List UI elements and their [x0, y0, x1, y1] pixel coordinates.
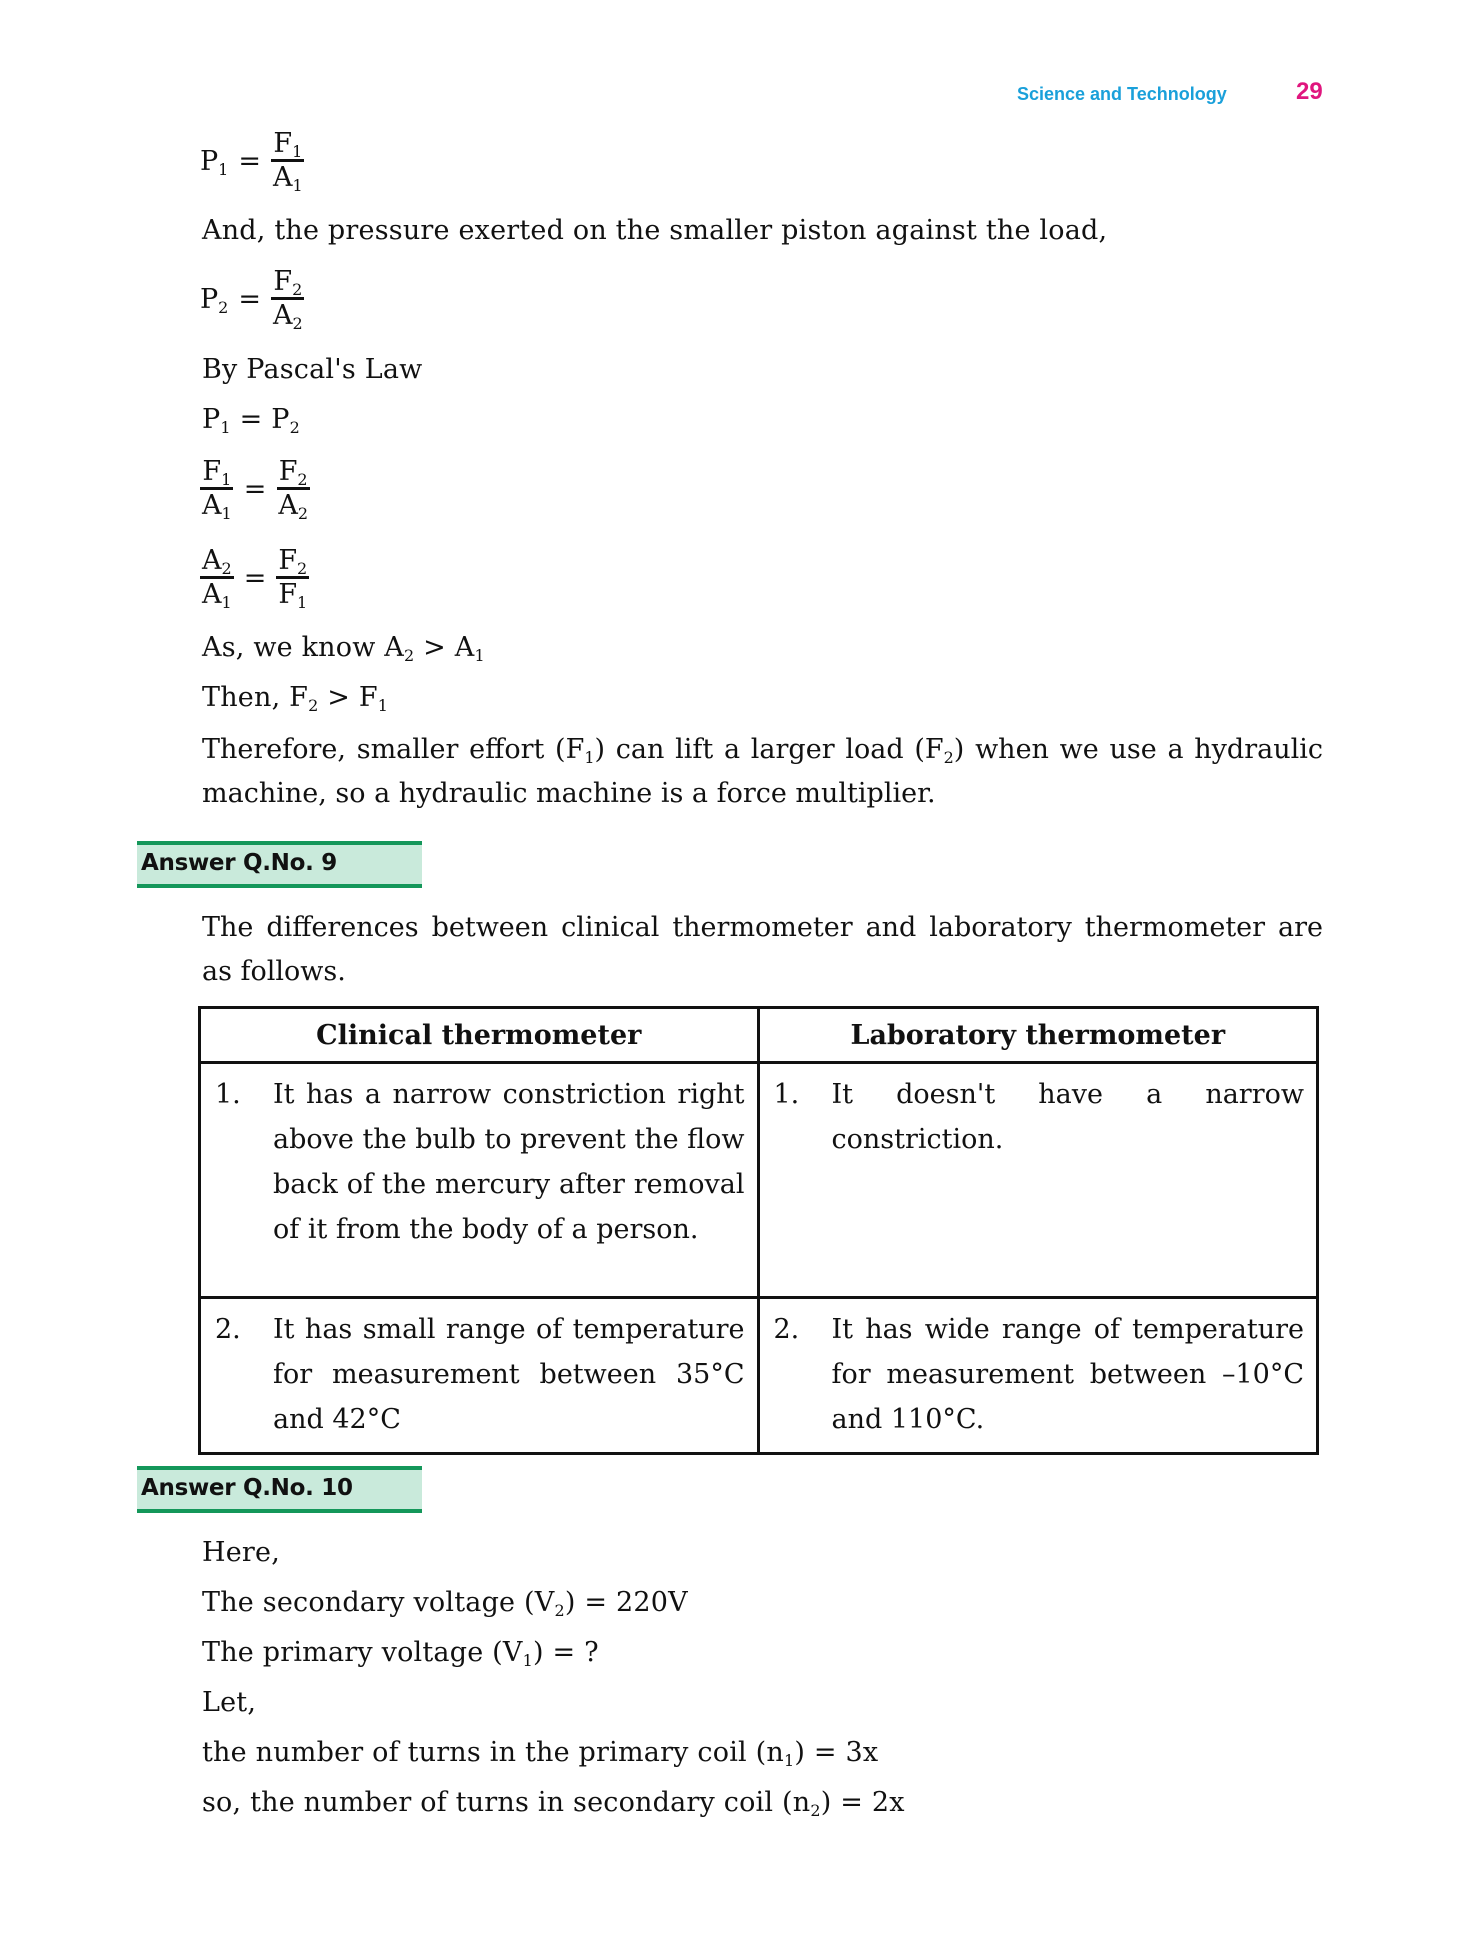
- fraction: $\frac{F_2}{A_2}$: [272, 266, 303, 333]
- text-then: Then, $F_2 > F_1$: [202, 682, 389, 715]
- table-cell-clinical: 2. It has small range of temperature for measurement between 35°C and 42°C: [200, 1298, 759, 1454]
- text-primary-voltage: The primary voltage $(V_1)$ = ?: [202, 1637, 599, 1670]
- answer9-intro: The differences between clinical thermometer and laboratory thermometer are as follows.: [202, 912, 1323, 987]
- fraction: $\frac{F_1}{A_1}$: [272, 128, 303, 195]
- text-here: Here,: [202, 1537, 280, 1568]
- table-cell-laboratory: 2. It has wide range of temperature for measurement between –10°C and 110°C.: [758, 1298, 1318, 1454]
- text-as-we-know: As, we know $A_2 > A_1$: [202, 632, 485, 665]
- text-smaller-piston: And, the pressure exerted on the smaller piston against the load,: [202, 215, 1108, 246]
- equation-p1-equals-p2: $P_1 = P_2$: [202, 404, 300, 437]
- table-row: [200, 1298, 1318, 1454]
- table-cell-laboratory: 1. It doesn't have a narrow constriction.: [758, 1063, 1318, 1298]
- table-row: [200, 1063, 1318, 1298]
- running-head-title: Science and Technology: [1017, 84, 1227, 104]
- equation-p1: $P_1$ = $\frac{F_1}{A_1}$: [200, 128, 303, 195]
- column-header-clinical: Clinical thermometer: [200, 1008, 759, 1063]
- equation-p2: $P_2$ = $\frac{F_2}{A_2}$: [200, 266, 303, 333]
- table-cell-clinical: 1. It has a narrow constriction right above the bulb to prevent the flow back of the mercury after removal of it from the body of a person.: [200, 1063, 759, 1298]
- page-number: 29: [1296, 78, 1323, 105]
- text-turns-primary: the number of turns in the primary coil $(n_1) = 3x$: [202, 1737, 879, 1770]
- answer-heading-q10: Answer Q.No. 10: [137, 1466, 422, 1513]
- equation-ratio-area-force: $\frac{A_2}{A_1}$ = $\frac{F_2}{F_1}$: [202, 545, 308, 612]
- column-header-laboratory: Laboratory thermometer: [758, 1008, 1318, 1063]
- text-therefore: Therefore, smaller effort $(F_1)$ can lift a larger load $(F_2)$ when we use a hydraulic machine, so a hydraulic machine is a force multiplier.: [202, 734, 1323, 809]
- answer-heading-q9: Answer Q.No. 9: [137, 841, 422, 888]
- thermometer-comparison-table: [198, 1006, 1319, 1455]
- text-turns-secondary: so, the number of turns in secondary coil $(n_2) = 2x$: [202, 1787, 905, 1820]
- equation-ratio-force-area: $\frac{F_1}{A_1}$ = $\frac{F_2}{A_2}$: [202, 456, 308, 523]
- text-let: Let,: [202, 1687, 257, 1718]
- table-header-row: [200, 1008, 1318, 1063]
- text-secondary-voltage: The secondary voltage $(V_2) = 220V$: [202, 1587, 688, 1620]
- text-pascal-law: By Pascal's Law: [202, 354, 423, 385]
